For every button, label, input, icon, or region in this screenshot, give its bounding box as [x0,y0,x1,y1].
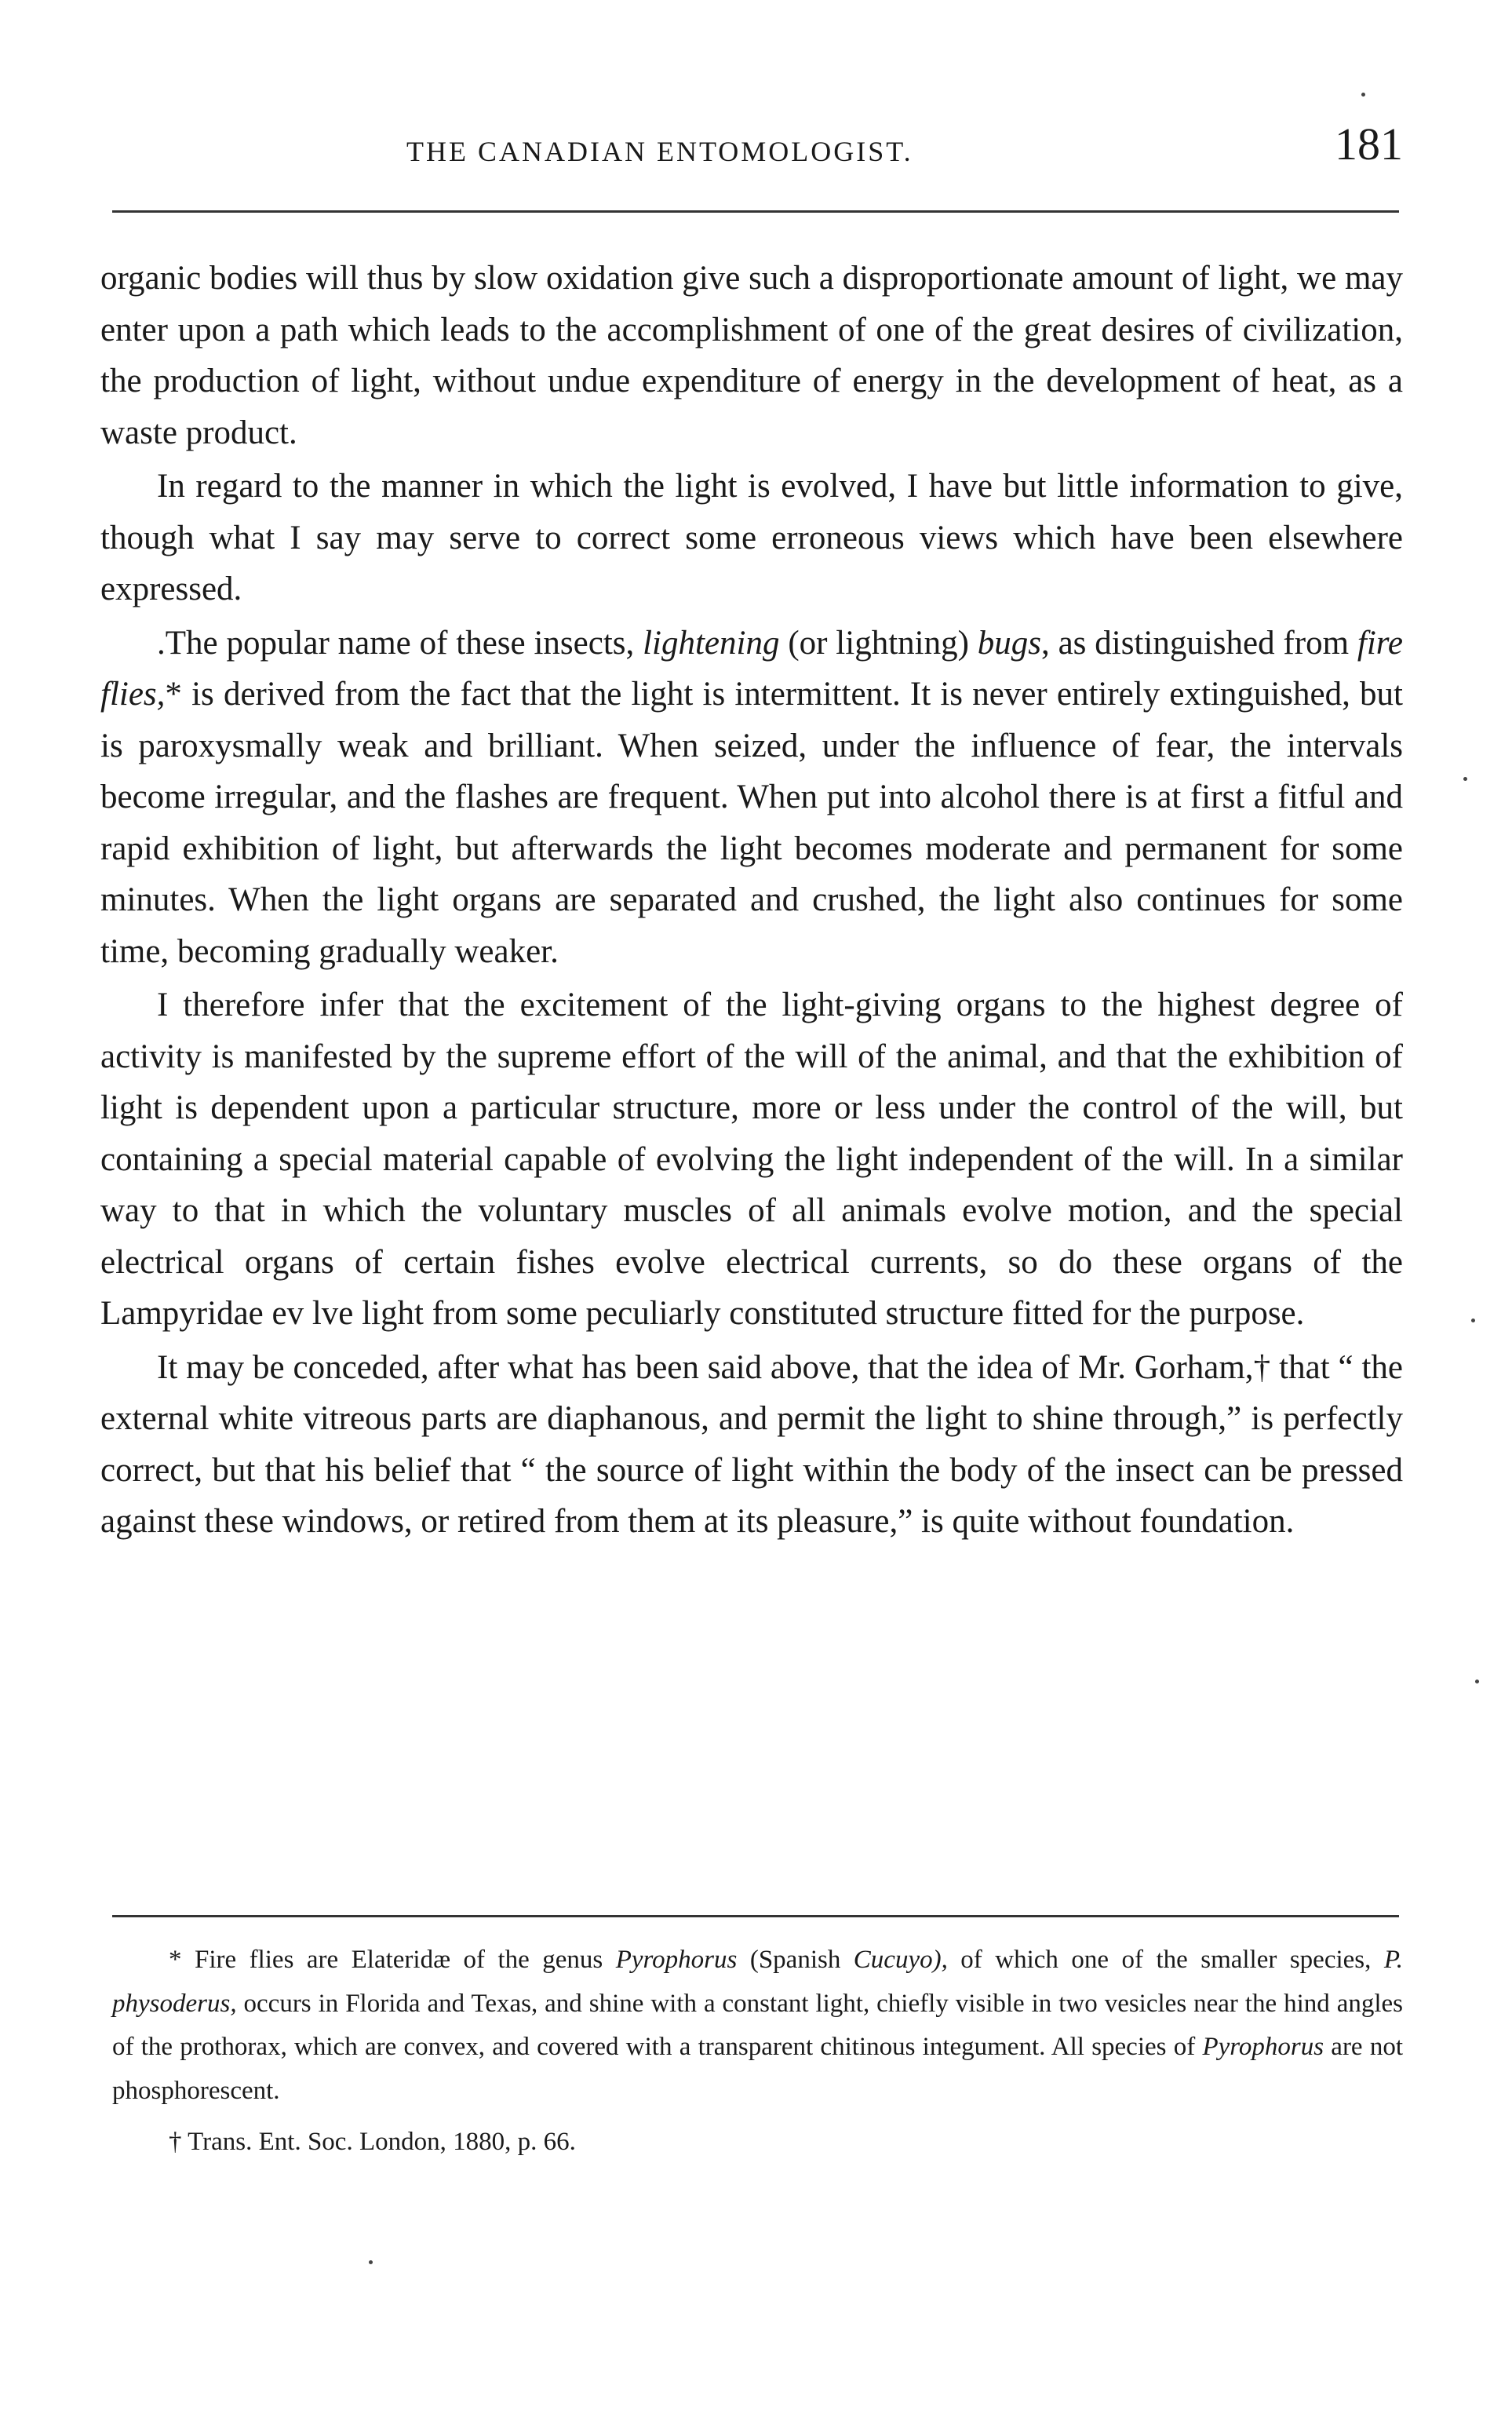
footnote-2: † Trans. Ent. Soc. London, 1880, p. 66. [169,2128,576,2156]
footnotes [112,1939,1403,2165]
footnote-1-text-4: occurs in Florida and Texas, and shine with a constant light, chiefly visible in two vesicles near the hind angles of the prothorax, which are convex, and covered with a transparent chitinous integument. All species of [112,1989,1403,2061]
paragraph-3 [100,618,1403,978]
footnote-1 [112,1939,1403,2113]
scan-speck [1471,1319,1475,1322]
page-header [100,118,1403,173]
scan-speck [369,2260,373,2264]
paragraph-5: It may be conceded, after what has been said above, that the idea of Mr. Gorham,† that “ the external white vitreous parts are diaphanous, and permit the light to shine through,” is perfectly correct, but that his belief that “ the source of light within the body of the insect can be pressed against these windows, or retired from them at its pleasure,” is quite without foundation. [100,1348,1403,1540]
footnote-1-text-5: are not phosphorescent. [112,2033,1403,2105]
running-title: THE CANADIAN ENTOMOLOGIST. [406,136,913,167]
paragraph-1: organic bodies will thus by slow oxidation give such a disproportionate amount of light, we may enter upon a path which leads to the accomplishment of one of the great desires of civilization, the production of light, without undue expenditure of energy in the development of heat, as a waste product. [100,260,1403,451]
scan-speck [1463,777,1467,781]
paragraph-2: In regard to the manner in which the light is evolved, I have but little information to give, though what I say may serve to correct some erroneous views which have been elsewhere expressed. [100,468,1403,607]
paragraph-4: I therefore infer that the excitement of the light-giving organs to the highest degree of activity is manifested by the supreme effort of the will of the animal, and that the exhibition of light is dependent upon a particular structure, more or less under the control of the will, but containing a special material capable of evolving the light independent of the will. In a similar way to that in which the voluntary muscles of all animals evolve motion, and the special electrical organs of certain fishes evolve electrical currents, so do these organs of the Lampyridae ev lve light from some peculiarly constituted structure fitted for the purpose. [100,987,1403,1332]
paragraph-3-italic-bugs: bugs [977,624,1041,662]
footnote-1-italic-pyrophorus: Pyrophorus [615,1946,738,1974]
page-number: 181 [1335,119,1403,170]
footnote-1-italic-physoderus: P. physoderus, [112,1946,1403,2018]
paragraph-3-text-3: , as distinguished from [1040,624,1357,662]
footnote-1-italic-pyrophorus-2: Pyrophorus [1202,2033,1324,2061]
header-rule [112,210,1399,213]
scan-speck [1361,93,1365,97]
paragraph-3-text-2: (or lightning) [779,624,978,662]
footnote-1-text-1: * Fire flies are Elateridæ of the genus [169,1946,616,1974]
paragraph-3-text-1: .The popular name of these insects, [157,624,643,662]
paragraph-3-italic-fire-flies: fire flies, [100,624,1403,713]
footnote-1-italic-cucuyo: Cucuyo), [853,1946,948,1974]
body-text [100,253,1403,1548]
footnote-1-text-3: of which one of the smaller species, [947,1946,1384,1974]
scan-speck [1475,1680,1479,1683]
paragraph-3-text-4: * is derived from the fact that the light is intermittent. It is never entirely extinguished, but is paroxysmally weak and brilliant. When seized, under the influence of fear, the intervals become irregular, and the flashes are frequent. When put into alcohol there is at first a fitful and rapid exhibition of light, but afterwards the light becomes moderate and permanent for some minutes. When the light organs are separated and crushed, the light also continues for some time, becoming gradually weaker. [100,676,1403,970]
paragraph-3-italic-lightening: lightening [643,624,780,662]
footnote-1-text-2: (Spanish [737,1946,854,1974]
footnote-rule [112,1915,1399,1917]
